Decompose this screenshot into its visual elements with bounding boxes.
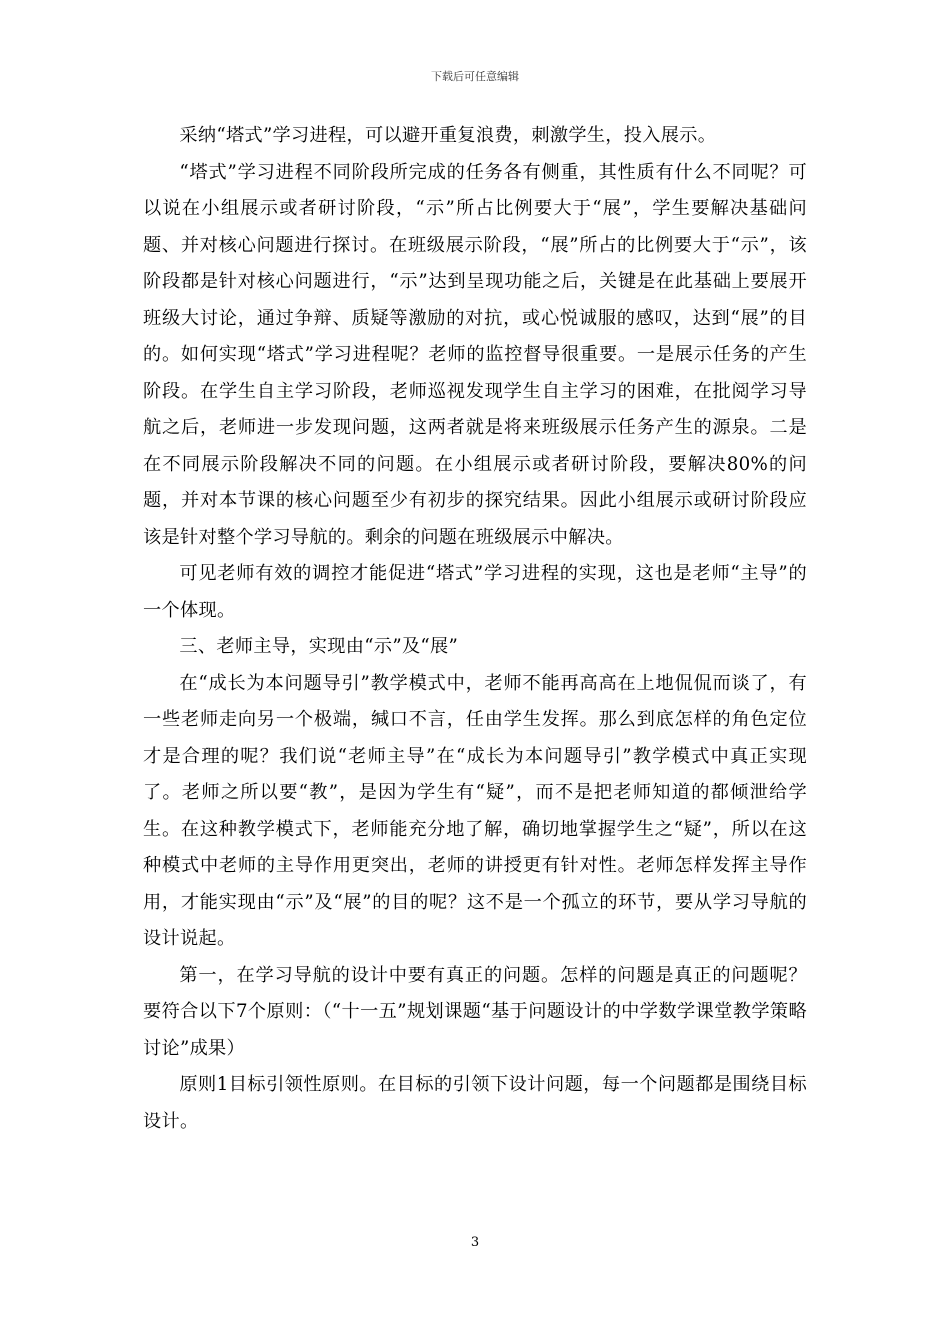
section-heading: 三、老师主导，实现由“示”及“展” <box>179 636 459 657</box>
paragraph: 可见老师有效的调控才能促进“塔式”学习进程的实现，这也是老师“主导”的一个体现。 <box>143 563 807 621</box>
paragraph: 原则1目标引领性原则。在目标的引领下设计问题，每一个问题都是围绕目标设计。 <box>143 1074 807 1132</box>
paragraph: 第一，在学习导航的设计中要有真正的问题。怎样的问题是真正的问题呢？要符合以下7个原则：（“十一五”规划课题“基于问题设计的中学数学课堂教学策略讨论”成果） <box>143 964 807 1059</box>
paragraph: 采纳“塔式”学习进程，可以避开重复浪费，刺激学生，投入展示。 <box>179 125 717 146</box>
page-number: 3 <box>470 1235 480 1250</box>
paragraph: “塔式”学习进程不同阶段所完成的任务各有侧重，其性质有什么不同呢？可以说在小组展示或者研讨阶段，“示”所占比例要大于“展”，学生要解决基础问题、并对核心问题进行探讨。在班级展示阶段，“展”所占的比例要大于“示”，该阶段都是针对核心问题进行，“示”达到呈现功能之后，关键是在此基础上要展开班级大讨论，通过争辩、质疑等激励的对抗，或心悦诚服的感叹，达到“展”的目的。如何实现“塔式”学习进程呢？老师的监控督导很重要。一是展示任务的产生阶段。在学生自主学习阶段，老师巡视发现学生自主学习的困难，在批阅学习导航之后，老师进一步发现问题，这两者就是将来班级展示任务产生的源泉。二是在不同展示阶段解决不同的问题。在小组展示或者研讨阶段，要解决80%的问题，并对本节课的核心问题至少有初步的探究结果。因此小组展示或研讨阶段应该是针对整个学习导航的。剩余的问题在班级展示中解决。 <box>143 161 807 548</box>
document-body <box>143 118 807 1140</box>
page-header: 下载后可任意编辑 <box>431 70 519 83</box>
paragraph: 在“成长为本问题导引”教学模式中，老师不能再高高在上地侃侃而谈了，有一些老师走向另一个极端，缄口不言，任由学生发挥。那么到底怎样的角色定位才是合理的呢？我们说“老师主导”在“成长为本问题导引”教学模式中真正实现了。老师之所以要“教”，是因为学生有“疑”，而不是把老师知道的都倾泄给学生。在这种教学模式下，老师能充分地了解，确切地掌握学生之“疑”，所以在这种模式中老师的主导作用更突出，老师的讲授更有针对性。老师怎样发挥主导作用，才能实现由“示”及“展”的目的呢？这不是一个孤立的环节，要从学习导航的设计说起。 <box>143 672 807 949</box>
